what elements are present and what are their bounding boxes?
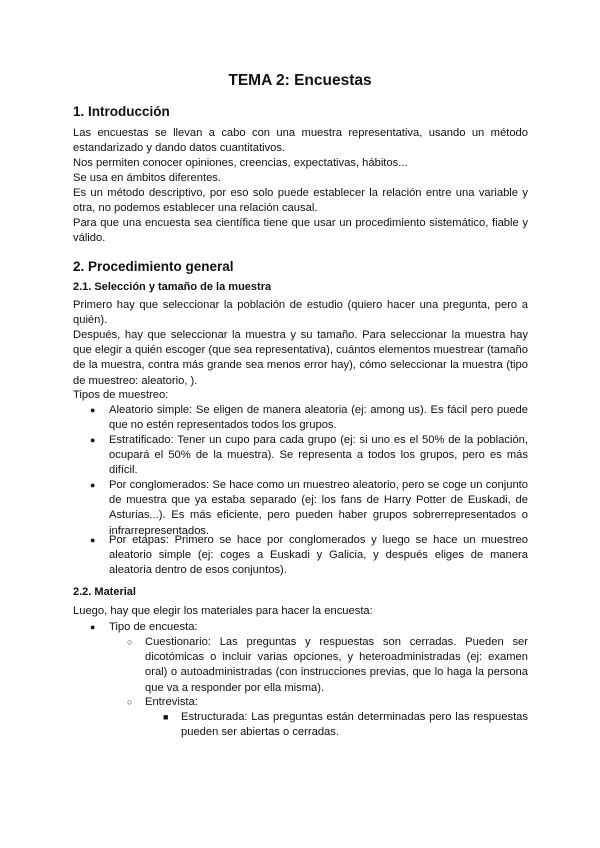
intro-paragraph-3: Se usa en ámbitos diferentes. xyxy=(73,172,222,184)
list-item-estratificado: Estratificado: Tener un cupo para cada grupo (ej: si uno es el 50% de la población, ocupará el 50% de la muestra). Se representa a todos los grupos, pero es más difícil. xyxy=(109,434,528,477)
list-item-entrevista: Entrevista: xyxy=(145,696,198,708)
intro-paragraph-5: Para que una encuesta sea científica tiene que usar un procedimiento sistemático, fiable y válido. xyxy=(73,217,528,245)
intro-paragraph-1: Las encuestas se llevan a cabo con una muestra representativa, usando un método estandarizado y dando datos cuantitativos. xyxy=(73,127,528,155)
list-item-etapas: Por etapas: Primero se hace por conglomerados y luego se hace un muestreo aleatorio simple (ej: coges a Euskadi y Galicia, y después eliges de manera aleatoria dentro de esos conjuntos). xyxy=(109,534,528,577)
subsection-heading-material: 2.2. Material xyxy=(73,586,136,598)
section-heading-procedimiento: 2. Procedimiento general xyxy=(73,259,234,274)
page-title: TEMA 2: Encuestas xyxy=(228,72,372,89)
bullet-dot-icon: ● xyxy=(90,480,96,490)
seleccion-paragraph-3: Tipos de muestreo: xyxy=(73,389,169,401)
bullet-dot-icon: ● xyxy=(90,435,96,445)
section-heading-introduccion: 1. Introducción xyxy=(73,104,170,119)
list-item-tipo-encuesta: Tipo de encuesta: xyxy=(109,621,198,633)
material-intro: Luego, hay que elegir los materiales para hacer la encuesta: xyxy=(73,605,373,617)
list-item-conglomerados: Por conglomerados: Se hace como un muestreo aleatorio, pero se coge un conjunto de muestra que ya estaba separado (ej: los fans de Harry Potter de Euskadi, de Asturias...). Es más eficiente, pero pueden haber grupos sobrerrepresentados o infrarrepresentados. xyxy=(109,479,528,537)
bullet-square-icon: ■ xyxy=(163,712,169,722)
list-item-estructurada: Estructurada: Las preguntas están determinadas pero las respuestas pueden ser abiertas o cerradas. xyxy=(181,711,528,739)
bullet-dot-icon: ● xyxy=(90,405,96,415)
bullet-dot-icon: ● xyxy=(90,622,96,632)
list-item-cuestionario: Cuestionario: Las preguntas y respuestas son cerradas. Pueden ser dicotómicas o incluir varias opciones, y heteroadministradas (ej: examen oral) o autoadministradas (con instrucciones previas, que lo haga la persona que va a responder por ella misma). xyxy=(145,636,528,694)
list-item-aleatorio: Aleatorio simple: Se eligen de manera aleatoria (ej: among us). Es fácil pero puede que no estén representados todos los grupos. xyxy=(109,404,528,432)
bullet-circle-icon: ○ xyxy=(127,637,133,647)
seleccion-paragraph-2: Después, hay que seleccionar la muestra y su tamaño. Para seleccionar la muestra hay que elegir a quién escoger (que sea representativa), cuántos elementos muestrear (tamaño de la muestra, contra más grande sea menos error hay), cómo seleccionar la muestra (tipo de muestreo: aleatorio, ). xyxy=(73,329,528,387)
seleccion-paragraph-1: Primero hay que seleccionar la población de estudio (quiero hacer una pregunta, pero a quién). xyxy=(73,299,528,327)
bullet-circle-icon: ○ xyxy=(127,697,133,707)
bullet-dot-icon: ● xyxy=(90,535,96,545)
subsection-heading-seleccion: 2.1. Selección y tamaño de la muestra xyxy=(73,281,272,293)
intro-paragraph-4: Es un método descriptivo, por eso solo puede establecer la relación entre una variable y otra, no podemos establecer una relación causal. xyxy=(73,187,528,215)
intro-paragraph-2: Nos permiten conocer opiniones, creencias, expectativas, hábitos... xyxy=(73,157,408,169)
